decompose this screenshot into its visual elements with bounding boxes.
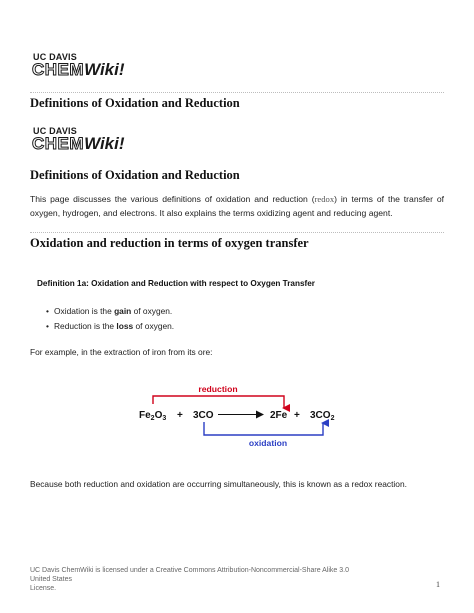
redox-term: redox xyxy=(314,194,335,204)
reactant-co: 3CO xyxy=(193,410,214,421)
license-text-end: License. xyxy=(30,585,57,592)
page-number: 1 xyxy=(436,580,440,589)
list-item xyxy=(46,321,174,331)
logo-bang-text: ! xyxy=(118,60,125,79)
definition-list xyxy=(46,306,174,331)
logo-chem-text: CHEM xyxy=(32,134,85,153)
bullet-text: of oxygen. xyxy=(133,321,175,331)
logo-wiki-text: Wiki xyxy=(84,134,119,153)
bullet-emphasis: gain xyxy=(114,306,132,316)
logo-uc-davis-text: UC DAVIS xyxy=(33,126,77,136)
bullet-text: of oxygen. xyxy=(131,306,173,316)
reduction-bracket xyxy=(153,396,284,408)
intro-text-after: ) in terms of the transfer of oxygen, hydrogen, and electrons. It also explains the terms oxidizing agent and reducing agent. xyxy=(30,194,444,218)
bullet-emphasis: loss xyxy=(116,321,134,331)
redox-equation-diagram xyxy=(0,375,474,455)
reactant-fe2o3: $Fe_2O_3$ xyxy=(139,410,167,422)
logo-chemwiki-text xyxy=(32,60,125,80)
logo-bang-text: ! xyxy=(118,134,125,153)
divider xyxy=(30,92,444,93)
logo-chemwiki-text xyxy=(32,134,125,154)
list-item xyxy=(46,306,174,316)
license-footer xyxy=(30,566,370,593)
bullet-text: Reduction is the xyxy=(54,321,117,331)
logo-chem-text: CHEM xyxy=(32,60,85,79)
plus-sign: + xyxy=(177,410,183,421)
page-title: Definitions of Oxidation and Reduction xyxy=(30,96,240,110)
chemwiki-logo xyxy=(32,52,132,82)
divider xyxy=(30,232,444,233)
article-title: Definitions of Oxidation and Reduction xyxy=(30,168,240,182)
definition-heading: Definition 1a: Oxidation and Reduction with respect to Oxygen Transfer xyxy=(37,279,315,288)
oxidation-label: oxidation xyxy=(248,438,288,448)
reduction-label: reduction xyxy=(198,384,238,394)
oxidation-bracket xyxy=(204,422,323,435)
logo-wiki-text: Wiki xyxy=(84,60,119,79)
section-heading: Oxidation and reduction in terms of oxygen transfer xyxy=(30,236,309,250)
bullet-text: Oxidation is the xyxy=(54,306,115,316)
product-fe: 2Fe xyxy=(270,410,288,421)
example-text: For example, in the extraction of iron from its ore: xyxy=(30,347,213,357)
product-co2: $3CO_2$ xyxy=(310,410,335,422)
conclusion-text: Because both reduction and oxidation are occurring simultaneously, this is known as a redox reaction. xyxy=(30,479,407,489)
chemwiki-logo xyxy=(32,126,132,156)
intro-paragraph xyxy=(30,193,444,220)
license-text: UC Davis ChemWiki is licensed under a Creative Commons Attribution-Noncommercial-Share Alike 3.0 United States xyxy=(30,567,350,583)
logo-uc-davis-text: UC DAVIS xyxy=(33,52,77,62)
intro-text-before: This page discusses the various definitions of oxidation and reduction ( xyxy=(30,194,315,204)
plus-sign: + xyxy=(294,410,300,421)
